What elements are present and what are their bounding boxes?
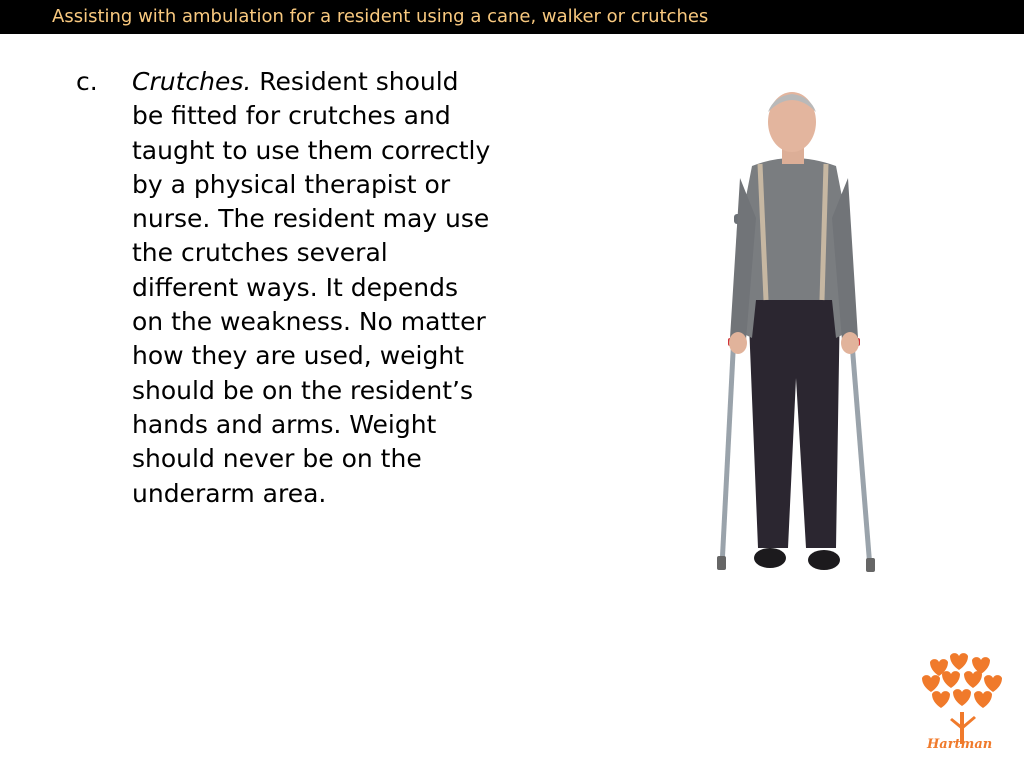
man-with-crutches-illustration bbox=[700, 88, 890, 583]
body-text: Resident should be fitted for crutches and taught to use them correctly by a physical therapist or nurse. The resident may use the crutches several different ways. It depends on the weakness. No matter how they are used, weight should be on the resident’s hands and arms. Weight should never be on the underarm area. bbox=[132, 67, 491, 508]
lead-term: Crutches. bbox=[132, 67, 252, 96]
slide-title: Assisting with ambulation for a resident using a cane, walker or crutches bbox=[52, 6, 709, 27]
left-hand bbox=[729, 332, 747, 354]
title-bar bbox=[0, 0, 1024, 34]
right-shoe bbox=[808, 550, 840, 570]
left-shoe bbox=[754, 548, 786, 568]
trousers bbox=[748, 298, 840, 548]
list-marker: c. bbox=[76, 67, 98, 96]
body-paragraph bbox=[132, 65, 492, 511]
right-hand bbox=[841, 332, 859, 354]
logo-wordmark: Hartman bbox=[927, 737, 993, 752]
